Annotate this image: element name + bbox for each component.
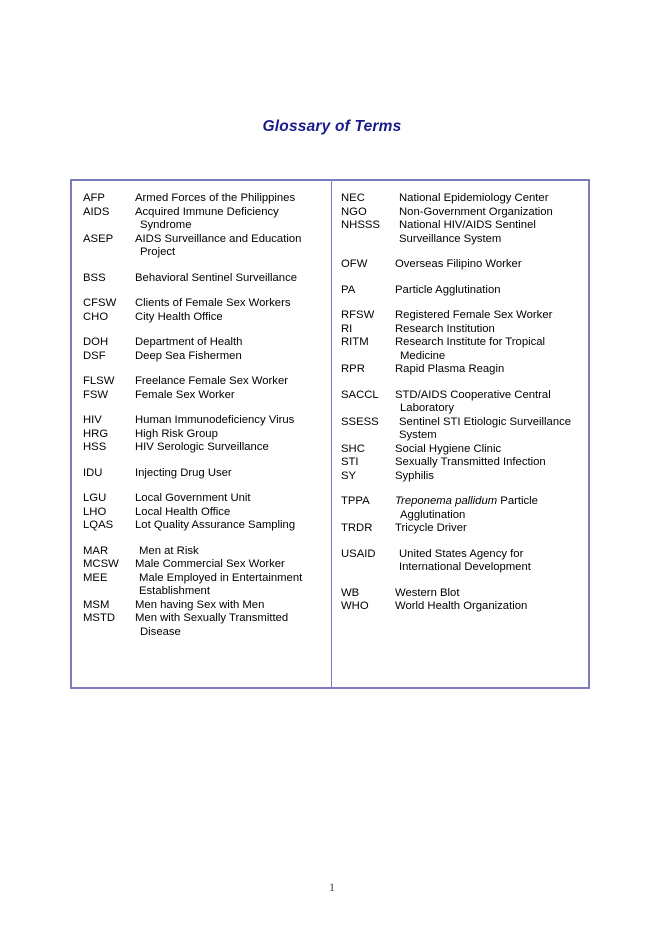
glossary-entry	[83, 599, 325, 613]
glossary-entry	[341, 600, 582, 614]
glossary-definition-line: International Development	[399, 561, 531, 573]
glossary-definition	[395, 416, 582, 443]
glossary-abbreviation: STI	[341, 456, 359, 468]
glossary-definition-line: Men at Risk	[139, 544, 199, 557]
glossary-definition-line: Clients of Female Sex Workers	[135, 297, 291, 309]
glossary-definition-line: Social Hygiene Clinic	[395, 442, 502, 455]
glossary-definition-line: United States Agency for	[399, 547, 524, 560]
glossary-group-gap	[83, 402, 325, 414]
glossary-abbreviation: MSTD	[83, 612, 116, 624]
glossary-entry	[341, 456, 582, 470]
glossary-group-gap	[83, 455, 325, 467]
glossary-entry	[341, 522, 582, 536]
glossary-entry	[83, 492, 325, 506]
glossary-entry	[341, 219, 582, 246]
glossary-abbreviation: LHO	[83, 505, 107, 518]
glossary-definition	[135, 389, 325, 403]
glossary-definition-line: Syphilis	[395, 469, 434, 482]
glossary-definition	[135, 297, 325, 311]
glossary-abbreviation: SSESS	[341, 415, 379, 428]
glossary-definition	[395, 522, 582, 536]
page-title: Glossary of Terms	[262, 118, 402, 135]
glossary-entry	[341, 336, 582, 363]
glossary-abbreviation: MSM	[83, 598, 110, 611]
glossary-definition-line: Sexually Transmitted Infection	[395, 456, 546, 468]
glossary-definition	[395, 389, 582, 416]
glossary-entry	[341, 548, 582, 575]
glossary-abbreviation: HSS	[83, 441, 107, 453]
glossary-definition-line: Research Institute for Tropical	[395, 336, 546, 348]
glossary-abbreviation: OFW	[341, 258, 368, 270]
glossary-definition-line: Local Health Office	[135, 505, 231, 518]
glossary-entry	[83, 519, 325, 533]
glossary-definition	[395, 309, 582, 323]
glossary-column-right	[332, 181, 588, 687]
glossary-abbreviation: LGU	[83, 492, 107, 504]
glossary-definition-line: Non-Government Organization	[399, 205, 553, 218]
glossary-definition	[395, 495, 582, 522]
glossary-abbreviation: CFSW	[83, 297, 117, 309]
glossary-definition-line: Agglutination	[400, 508, 466, 521]
glossary-entry	[83, 572, 325, 599]
glossary-definition	[395, 456, 582, 470]
glossary-column-left	[72, 181, 332, 687]
glossary-abbreviation: SHC	[341, 442, 365, 455]
glossary-definition-line: National HIV/AIDS Sentinel	[399, 219, 536, 231]
glossary-definition-line: STD/AIDS Cooperative Central	[395, 388, 551, 401]
glossary-definition	[135, 545, 325, 559]
glossary-table	[70, 179, 590, 689]
glossary-definition-line: Sentinel STI Etiologic Surveillance	[399, 415, 572, 428]
glossary-definition	[395, 600, 582, 614]
glossary-definition-line: Surveillance System	[399, 232, 502, 245]
glossary-definition	[395, 548, 582, 575]
glossary-definition-line: Establishment	[139, 585, 210, 597]
glossary-definition-line: Local Government Unit	[135, 492, 251, 504]
glossary-entry	[83, 297, 325, 311]
glossary-entry	[83, 558, 325, 572]
glossary-definition-line: Particle Agglutination	[395, 283, 501, 296]
glossary-definition	[135, 350, 325, 364]
glossary-abbreviation: PA	[341, 283, 356, 296]
glossary-entry	[83, 206, 325, 233]
glossary-entry	[83, 375, 325, 389]
glossary-definition-line: Western Blot	[395, 586, 460, 599]
glossary-entry	[83, 506, 325, 520]
glossary-definition-line: Registered Female Sex Worker	[395, 309, 553, 321]
glossary-entry	[83, 612, 325, 639]
glossary-group-gap	[83, 260, 325, 272]
glossary-group-gap	[341, 483, 582, 495]
scientific-name: Treponema pallidum	[395, 495, 498, 507]
glossary-entry	[341, 323, 582, 337]
glossary-definition-line: Treponema pallidum Particle	[395, 495, 538, 507]
glossary-entry	[341, 443, 582, 457]
glossary-definition	[135, 375, 325, 389]
glossary-entry	[341, 363, 582, 377]
glossary-abbreviation: FLSW	[83, 375, 115, 387]
glossary-entry	[83, 545, 325, 559]
glossary-entry	[341, 389, 582, 416]
glossary-entry	[341, 587, 582, 601]
glossary-group-gap	[341, 246, 582, 258]
glossary-definition-line: Research Institution	[395, 322, 495, 335]
glossary-definition	[135, 441, 325, 455]
glossary-entry	[83, 233, 325, 260]
glossary-abbreviation: FSW	[83, 388, 109, 401]
glossary-abbreviation: BSS	[83, 271, 106, 284]
glossary-abbreviation: HRG	[83, 427, 109, 440]
glossary-definition	[135, 192, 325, 206]
glossary-definition	[395, 323, 582, 337]
glossary-definition	[135, 612, 325, 639]
glossary-definition	[395, 284, 582, 298]
glossary-definition	[135, 272, 325, 286]
glossary-abbreviation: RPR	[341, 363, 365, 375]
glossary-entry	[83, 389, 325, 403]
glossary-definition-line: Freelance Female Sex Worker	[135, 375, 288, 387]
glossary-entry	[83, 350, 325, 364]
glossary-definition	[135, 506, 325, 520]
glossary-group-gap	[83, 324, 325, 336]
glossary-entry	[341, 258, 582, 272]
glossary-definition	[395, 363, 582, 377]
glossary-definition	[135, 467, 325, 481]
glossary-entry	[83, 192, 325, 206]
glossary-definition-line: Department of Health	[135, 336, 243, 348]
glossary-abbreviation: NEC	[341, 192, 365, 204]
glossary-definition-line: Laboratory	[400, 402, 455, 414]
glossary-entry	[83, 414, 325, 428]
glossary-group-gap	[341, 297, 582, 309]
glossary-definition-line: Project	[140, 246, 176, 258]
glossary-abbreviation: RFSW	[341, 309, 375, 321]
glossary-abbreviation: HIV	[83, 414, 102, 426]
glossary-abbreviation: MAR	[83, 544, 109, 557]
page-number: 1	[329, 880, 335, 894]
glossary-entry	[83, 441, 325, 455]
glossary-entry	[341, 192, 582, 206]
glossary-definition-line: Disease	[140, 625, 181, 638]
glossary-definition-line: World Health Organization	[395, 600, 528, 612]
glossary-entry	[83, 428, 325, 442]
glossary-group-gap	[83, 363, 325, 375]
glossary-definition-line: Men with Sexually Transmitted	[135, 612, 289, 624]
glossary-abbreviation: IDU	[83, 466, 103, 479]
glossary-definition-line: Syndrome	[140, 219, 192, 231]
glossary-group-gap	[341, 377, 582, 389]
glossary-definition	[395, 206, 582, 220]
glossary-abbreviation: RITM	[341, 336, 369, 348]
glossary-definition-line: Overseas Filipino Worker	[395, 258, 522, 270]
glossary-abbreviation: USAID	[341, 547, 376, 560]
glossary-abbreviation: WHO	[341, 600, 369, 612]
glossary-definition-line: Female Sex Worker	[135, 388, 235, 401]
glossary-definition-line: AIDS Surveillance and Education	[135, 232, 302, 245]
glossary-abbreviation: RI	[341, 322, 353, 335]
glossary-abbreviation: TRDR	[341, 522, 373, 534]
glossary-entry	[341, 470, 582, 484]
glossary-abbreviation: NHSSS	[341, 219, 380, 231]
glossary-abbreviation: CHO	[83, 310, 109, 323]
glossary-definition-line: City Health Office	[135, 310, 223, 323]
glossary-definition-line: Men having Sex with Men	[135, 598, 265, 611]
glossary-group-gap	[83, 533, 325, 545]
glossary-definition-line: High Risk Group	[135, 427, 218, 440]
glossary-abbreviation: SY	[341, 469, 357, 482]
glossary-definition-line: HIV Serologic Surveillance	[135, 441, 269, 453]
glossary-abbreviation: LQAS	[83, 519, 114, 531]
glossary-definition-line: Medicine	[400, 349, 446, 362]
glossary-abbreviation: ASEP	[83, 232, 114, 245]
glossary-definition-line: Male Commercial Sex Worker	[135, 558, 285, 570]
glossary-entry	[83, 311, 325, 325]
glossary-definition-line: Human Immunodeficiency Virus	[135, 414, 295, 426]
glossary-abbreviation: NGO	[341, 205, 367, 218]
glossary-definition	[395, 219, 582, 246]
glossary-definition-line: Behavioral Sentinel Surveillance	[135, 271, 298, 284]
glossary-definition	[135, 206, 325, 233]
glossary-definition-line: Lot Quality Assurance Sampling	[135, 519, 296, 531]
glossary-definition	[395, 443, 582, 457]
glossary-definition-line: Deep Sea Fishermen	[135, 349, 242, 362]
glossary-definition	[135, 336, 325, 350]
glossary-definition-line: Acquired Immune Deficiency	[135, 205, 279, 218]
glossary-abbreviation: DSF	[83, 349, 106, 362]
glossary-abbreviation: MEE	[83, 571, 108, 584]
glossary-definition-line: Male Employed in Entertainment	[139, 571, 303, 584]
glossary-definition	[135, 558, 325, 572]
glossary-entry	[341, 284, 582, 298]
glossary-definition-line: System	[399, 429, 437, 441]
glossary-definition	[135, 233, 325, 260]
glossary-abbreviation: WB	[341, 586, 360, 599]
glossary-abbreviation: DOH	[83, 336, 109, 348]
glossary-definition-line: Armed Forces of the Philippines	[135, 192, 296, 204]
glossary-abbreviation: AIDS	[83, 205, 110, 218]
glossary-definition	[135, 519, 325, 533]
glossary-entry	[341, 416, 582, 443]
glossary-definition	[135, 492, 325, 506]
glossary-entry	[341, 495, 582, 522]
glossary-abbreviation: SACCL	[341, 388, 379, 401]
glossary-definition	[395, 192, 582, 206]
glossary-definition	[135, 428, 325, 442]
glossary-definition-line: Injecting Drug User	[135, 466, 232, 479]
glossary-group-gap	[83, 285, 325, 297]
glossary-abbreviation: TPPA	[341, 495, 370, 507]
glossary-definition	[135, 414, 325, 428]
glossary-entry	[341, 309, 582, 323]
glossary-entry	[83, 336, 325, 350]
glossary-abbreviation: MCSW	[83, 558, 119, 570]
glossary-abbreviation: AFP	[83, 192, 105, 204]
glossary-definition	[135, 311, 325, 325]
glossary-definition	[135, 599, 325, 613]
glossary-definition	[395, 587, 582, 601]
glossary-entry	[83, 272, 325, 286]
glossary-definition	[395, 258, 582, 272]
glossary-group-gap	[341, 536, 582, 548]
glossary-definition-line: National Epidemiology Center	[399, 192, 549, 204]
glossary-entry	[83, 467, 325, 481]
glossary-definition-line: Tricycle Driver	[395, 522, 467, 534]
glossary-group-gap	[341, 272, 582, 284]
glossary-entry	[341, 206, 582, 220]
glossary-definition	[135, 572, 325, 599]
glossary-definition-line: Rapid Plasma Reagin	[395, 363, 505, 375]
glossary-definition	[395, 470, 582, 484]
glossary-definition	[395, 336, 582, 363]
glossary-group-gap	[341, 575, 582, 587]
glossary-group-gap	[83, 480, 325, 492]
